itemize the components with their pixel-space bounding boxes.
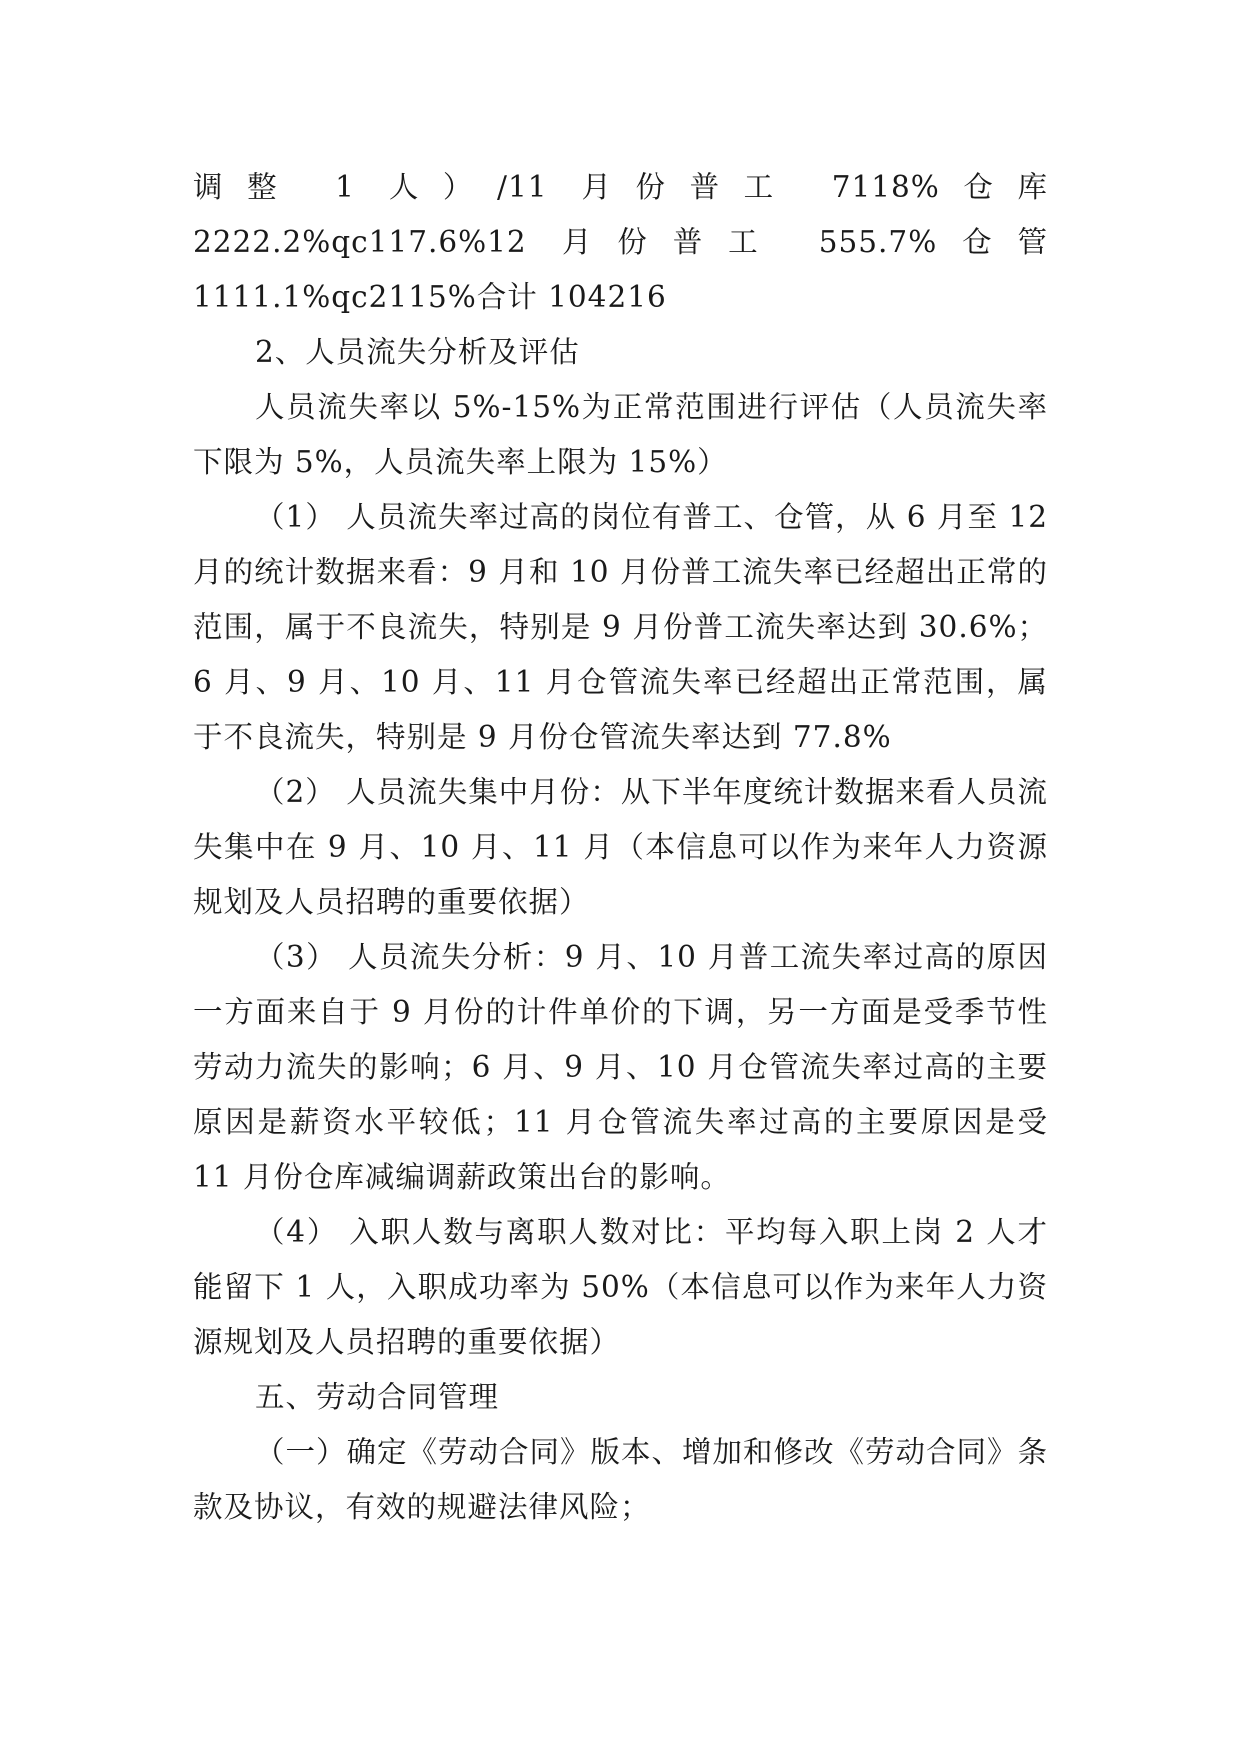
paragraph-staff-stats-continued: 调整 1 人）/11 月份普工 7118%仓库 2222.2%qc117.6%12 月份普工 555.7%仓管 1111.1%qc2115%合计 104216 [193, 170, 1048, 314]
document-body [193, 160, 1048, 1535]
paragraph-item-3: （3） 人员流失分析：9 月、10 月普工流失率过高的原因一方面来自于 9 月份的计件单价的下调，另一方面是受季节性劳动力流失的影响；6 月、9 月、10 月仓管流失率过高的主要原因是薪资水平较低；11 月仓管流失率过高的主要原因是受 11 月份仓库减编调薪政策出台的影响。 [193, 940, 1048, 1194]
paragraph-item-2: （2） 人员流失集中月份：从下半年度统计数据来看人员流失集中在 9 月、10 月、11 月（本信息可以作为来年人力资源规划及人员招聘的重要依据） [193, 775, 1048, 919]
section-heading-labor-contract: 五、劳动合同管理 [254, 1380, 499, 1414]
paragraph-item-1: （1） 人员流失率过高的岗位有普工、仓管，从 6 月至 12 月的统计数据来看：9 月和 10 月份普工流失率已经超出正常的范围，属于不良流失，特别是 9 月份普工流失率达到 30.6%；6 月、9 月、10 月、11 月仓管流失率已经超出正常范围，属于不良流失，特别是 9 月份仓管流失率达到 77.8% [193, 500, 1048, 754]
section-heading-attrition-analysis: 2、人员流失分析及评估 [254, 335, 580, 369]
paragraph-item-4: （4） 入职人数与离职人数对比：平均每入职上岗 2 人才能留下 1 人，入职成功率为 50%（本信息可以作为来年人力资源规划及人员招聘的重要依据） [193, 1215, 1048, 1359]
paragraph-contract-item-1: （一）确定《劳动合同》版本、增加和修改《劳动合同》条款及协议，有效的规避法律风险； [193, 1435, 1048, 1524]
paragraph-attrition-range: 人员流失率以 5%-15%为正常范围进行评估（人员流失率下限为 5%，人员流失率上限为 15%） [193, 390, 1048, 479]
